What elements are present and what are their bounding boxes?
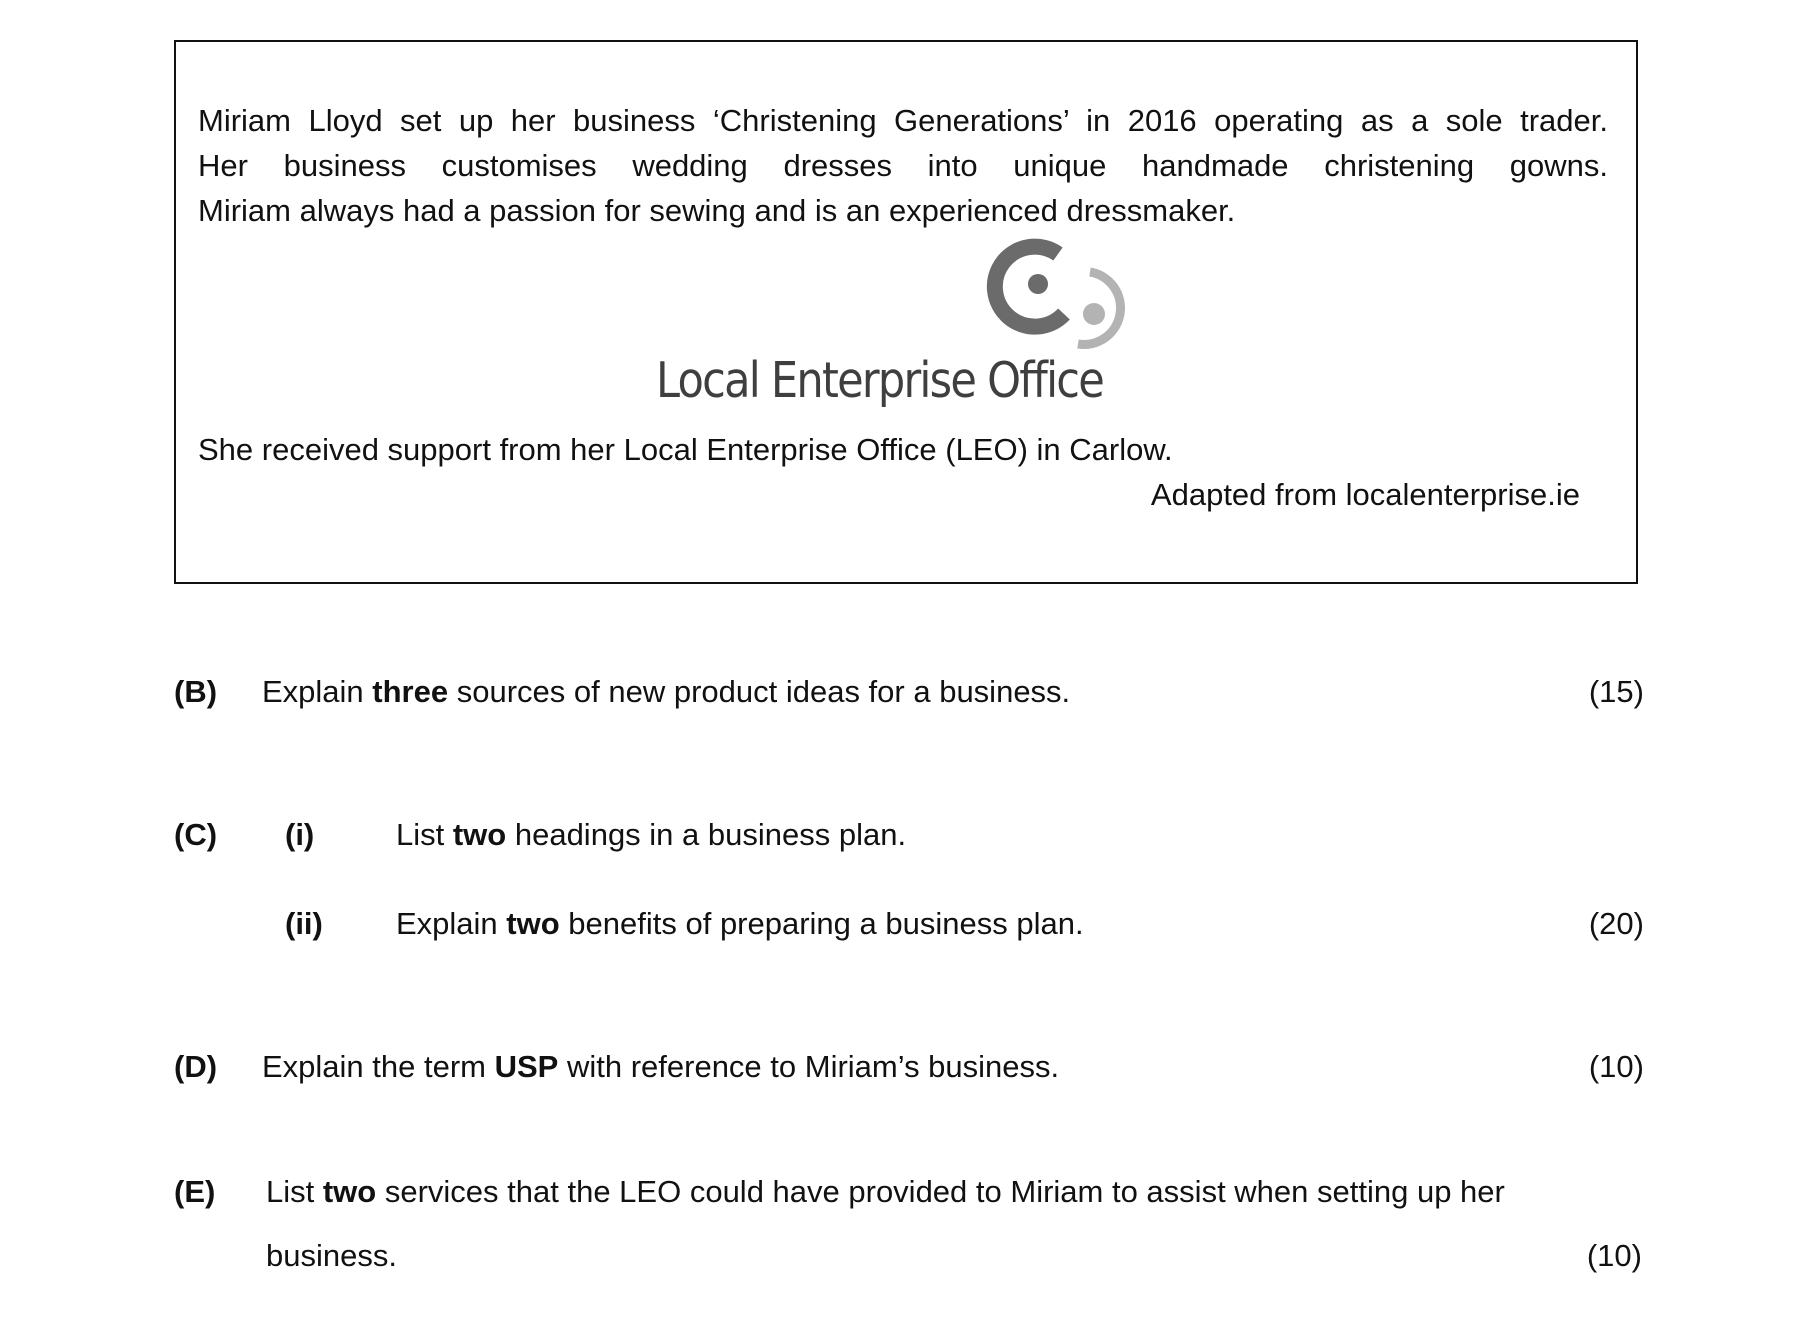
marks-c: (20) [1588, 906, 1644, 941]
question-text: headings in a business plan. [506, 817, 907, 852]
question-c-i-label [285, 817, 314, 853]
question-text: services that the LEO could have provided to Miriam to assist when setting up her [376, 1174, 1505, 1209]
question-e-text [266, 1174, 1505, 1210]
question-c-ii-label [285, 906, 323, 942]
case-line: Her business customises wedding dresses into unique handmade christening gowns. [198, 148, 1608, 183]
question-c [174, 817, 217, 853]
question-emphasis: USP [494, 1049, 559, 1084]
question-text: Explain the term [262, 1049, 495, 1084]
question-label: (E) [174, 1174, 216, 1209]
case-line: Miriam always had a passion for sewing and is an experienced dressmaker. [198, 193, 1236, 228]
question-text: List [396, 817, 453, 852]
question-emphasis: two [506, 906, 560, 941]
case-study-box [174, 40, 1638, 584]
question-label: (B) [174, 674, 218, 709]
marks-d: (10) [1588, 1049, 1644, 1084]
question-c-ii-text [396, 906, 1084, 942]
question-e [174, 1174, 215, 1210]
question-text: sources of new product ideas for a business. [448, 674, 1071, 709]
leo-logo-text: Local Enterprise Office [656, 352, 1104, 409]
question-label: (D) [174, 1049, 218, 1084]
marks-b: (15) [1588, 674, 1644, 709]
support-sentence: She received support from her Local Enterprise Office (LEO) in Carlow. [198, 432, 1173, 467]
question-emphasis: two [452, 817, 507, 852]
leo-rings-logo-icon [986, 232, 1146, 372]
question-label: (C) [174, 817, 218, 852]
question-c-i-text [396, 817, 906, 853]
case-study-paragraph [198, 98, 1608, 233]
question-text: with reference to Miriam’s business. [558, 1049, 1060, 1084]
subquestion-label: (ii) [285, 906, 323, 941]
subquestion-label: (i) [285, 817, 315, 852]
question-text: Explain [262, 674, 373, 709]
question-text: Explain [396, 906, 507, 941]
question-d-text [262, 1049, 1059, 1085]
question-b [174, 674, 217, 710]
case-line: Miriam Lloyd set up her business ‘Christening Generations’ in 2016 operating as a sole trader. [198, 103, 1608, 138]
question-b-text [262, 674, 1070, 710]
question-emphasis: two [322, 1174, 377, 1209]
question-emphasis: three [372, 674, 449, 709]
question-text: benefits of preparing a business plan. [559, 906, 1084, 941]
leo-logo [656, 232, 1176, 432]
marks-e: (10) [1586, 1238, 1642, 1273]
source-citation: Adapted from localenterprise.ie [1150, 477, 1580, 512]
question-d [174, 1049, 217, 1085]
question-text: List [266, 1174, 323, 1209]
question-e-text-line2: business. [266, 1238, 397, 1273]
